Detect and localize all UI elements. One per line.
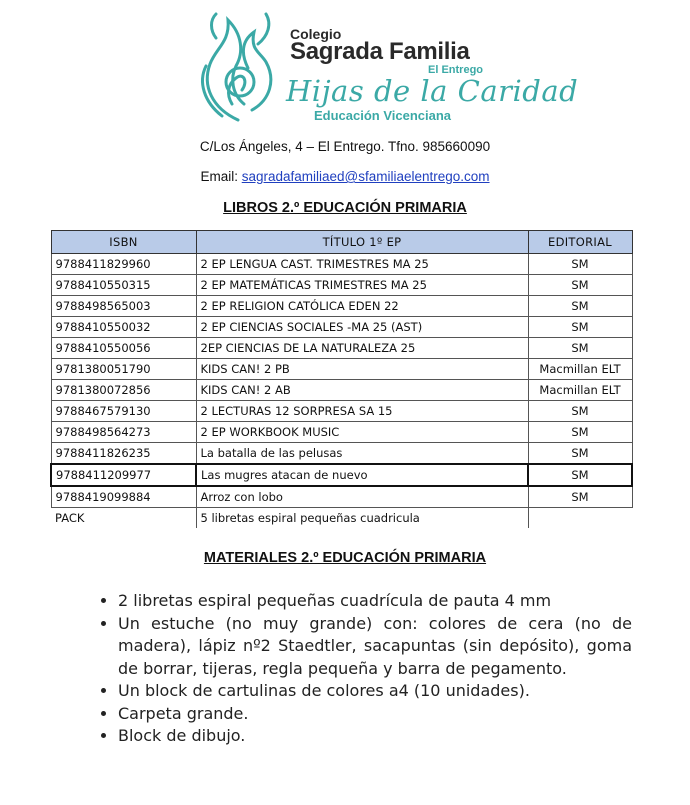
table-row [51, 296, 632, 317]
pack-row [51, 508, 632, 529]
title-cell: 2 EP CIENCIAS SOCIALES -MA 25 (AST) [196, 317, 528, 338]
publisher-cell: SM [528, 338, 632, 359]
title-cell: 2 EP LENGUA CAST. TRIMESTRES MA 25 [196, 254, 528, 275]
title-cell: Las mugres atacan de nuevo [196, 464, 528, 486]
title-cell: KIDS CAN! 2 AB [196, 380, 528, 401]
table-row [51, 254, 632, 275]
header-title: TÍTULO 1º EP [196, 231, 528, 254]
pack-publisher-cell [528, 508, 632, 529]
isbn-cell: 9781380051790 [51, 359, 196, 380]
table-row [51, 464, 632, 486]
isbn-cell: 9788498564273 [51, 422, 196, 443]
list-item: • 2 libretas espiral pequeñas cuadrícula de pauta 4 mm [118, 590, 632, 613]
email-link[interactable]: sagradafamiliaed@sfamiliaelentrego.com [241, 169, 490, 184]
logo-script-text: Hijas de la Caridad [286, 74, 579, 108]
publisher-cell: Macmillan ELT [528, 359, 632, 380]
title-cell: 2 EP WORKBOOK MUSIC [196, 422, 528, 443]
isbn-cell: 9788411209977 [51, 464, 196, 486]
isbn-cell: 9788411829960 [51, 254, 196, 275]
email-line [0, 169, 690, 184]
publisher-cell: SM [528, 254, 632, 275]
list-item: • Un estuche (no muy grande) con: colores de cera (no de madera), lápiz nº2 Staedtler, sacapuntas (sin depósito), goma de borrar, tijeras, regla pequeña y barra de pegamento. [118, 613, 632, 681]
pack-label-cell: PACK [51, 508, 196, 529]
flame-emblem-icon [192, 8, 284, 126]
isbn-cell: 9788410550032 [51, 317, 196, 338]
pack-description-cell: 5 libretas espiral pequeñas cuadricula [196, 508, 528, 529]
table-row [51, 359, 632, 380]
table-row [51, 380, 632, 401]
isbn-cell: 9781380072856 [51, 380, 196, 401]
logo-school-name: Sagrada Familia [290, 38, 470, 65]
materials-list [80, 590, 632, 748]
logo-subtitle: Educación Vicenciana [314, 108, 452, 123]
books-table [50, 230, 633, 528]
title-cell: 2 LECTURAS 12 SORPRESA SA 15 [196, 401, 528, 422]
publisher-cell: Macmillan ELT [528, 380, 632, 401]
isbn-cell: 9788410550056 [51, 338, 196, 359]
publisher-cell: SM [528, 275, 632, 296]
isbn-cell: 9788410550315 [51, 275, 196, 296]
publisher-cell: SM [528, 443, 632, 465]
address-line: C/Los Ángeles, 4 – El Entrego. Tfno. 985660090 [199, 139, 491, 154]
title-cell: KIDS CAN! 2 PB [196, 359, 528, 380]
title-cell: 2 EP MATEMÁTICAS TRIMESTRES MA 25 [196, 275, 528, 296]
table-header-row [51, 231, 632, 254]
materials-section-title: MATERIALES 2.º EDUCACIÓN PRIMARIA [203, 550, 487, 566]
table-row [51, 486, 632, 508]
books-section-title: LIBROS 2.º EDUCACIÓN PRIMARIA [223, 200, 467, 216]
isbn-cell: 9788498565003 [51, 296, 196, 317]
table-row [51, 422, 632, 443]
table-row [51, 401, 632, 422]
title-cell: 2EP CIENCIAS DE LA NATURALEZA 25 [196, 338, 528, 359]
email-label: Email: [200, 169, 242, 184]
list-item: • Un block de cartulinas de colores a4 (10 unidades). [118, 680, 632, 703]
publisher-cell: SM [528, 296, 632, 317]
publisher-cell: SM [528, 464, 632, 486]
logo-colegio-text: Colegio [290, 26, 342, 42]
publisher-cell: SM [528, 486, 632, 508]
logo-place-text: El Entrego [428, 64, 484, 76]
title-cell: La batalla de las pelusas [196, 443, 528, 465]
table-row [51, 317, 632, 338]
publisher-cell: SM [528, 401, 632, 422]
publisher-cell: SM [528, 422, 632, 443]
title-cell: Arroz con lobo [196, 486, 528, 508]
list-item: • Carpeta grande. [118, 703, 632, 726]
list-item: • Block de dibujo. [118, 725, 632, 748]
header-publisher: EDITORIAL [528, 231, 632, 254]
table-row [51, 275, 632, 296]
header-isbn: ISBN [51, 231, 196, 254]
publisher-cell: SM [528, 317, 632, 338]
title-cell: 2 EP RELIGION CATÓLICA EDEN 22 [196, 296, 528, 317]
isbn-cell: 9788411826235 [51, 443, 196, 465]
table-row [51, 443, 632, 465]
table-row [51, 338, 632, 359]
school-logo [192, 8, 579, 126]
isbn-cell: 9788419099884 [51, 486, 196, 508]
isbn-cell: 9788467579130 [51, 401, 196, 422]
